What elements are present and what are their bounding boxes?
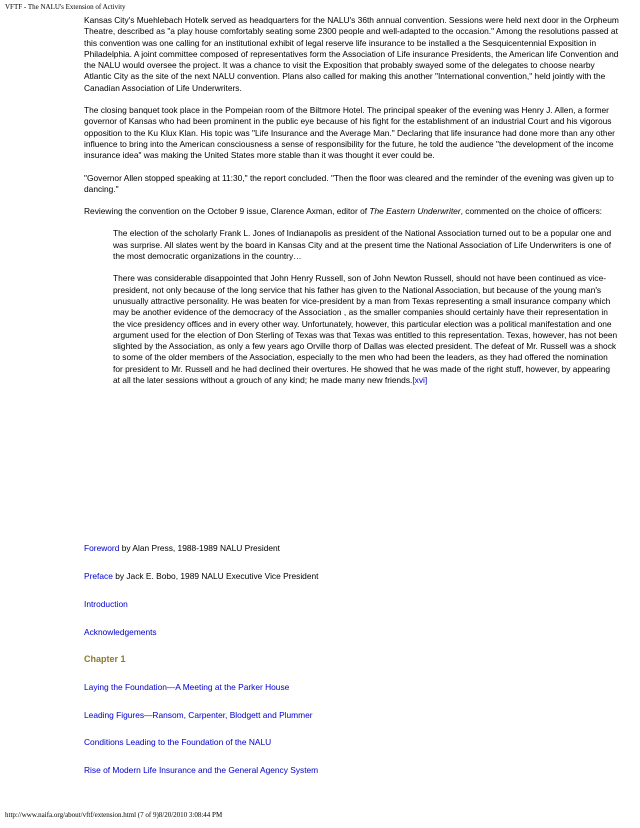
page-header: VFTF - The NALU's Extension of Activity	[5, 3, 126, 11]
chapter-link-rise-of-modern-life-insurance[interactable]: Rise of Modern Life Insurance and the General Agency System	[84, 765, 319, 775]
paragraph: Kansas City's Muehlebach Hotelk served as headquarters for the NALU's 36th annual convention. Sessions were held next door in the Orpheum Theatre, described as "a play house comfortably seating some 2300 people and well-adapted to the occasion." Among the resolutions passed at this convention was one calling for an institutional exhibit of legal reserve life insurance to be installed a the Sesquicentennial Exposition in Philadelphia. A joint committee composed of representatives form the Association of Life insurance Presidents, the American life Convention and the NALU would oversee the project. It was a chance to visit the Exposition that probably swayed some of the delegates to choose nearby Atlantic City as the site of the next NALU convention. Plans also called for making this another "International convention," held jointly with the Canadian Association of Life Underwriters.	[84, 15, 619, 93]
preface-credit: by Jack E. Bobo, 1989 NALU Executive Vice President	[112, 571, 319, 581]
quote-text: There was considerable disappointed that John Henry Russell, son of John Newton Russell, should not have been continued as vice-president, not only because of the long service that his father has given to the National Association, but because of the young man's unusually attractive personality. He was beaten for vice-president by a man from Texas representing a small insurance company which may be another evidence of the democracy of the Association , as the smaller companies should certainly have their representation in the vice presidency offices and in every other way. Unfortunately, however, this particular election was a political manifestation and one argument used for the election of Don Sterling of Texas was that Texas was entitled to this representation. Texas, however, has not been slighted by the Association, as only a few years ago Orville thorp of Dallas was elected president. The defeat of Mr. Russell was a shock to some of the older members of the Association, especially to the men who had been the leaders, as they had offered the nomination for president to Mr. Russell and he had declined their overtures. He showed that he was made of the right stuff, however, by appearing at all the later sessions without a grouch of any kind; he made many new friends.	[113, 273, 618, 386]
paragraph-text: , commented on the choice of officers:	[460, 206, 602, 217]
nav-chapter-item	[84, 682, 624, 693]
introduction-link[interactable]: Introduction	[84, 599, 128, 609]
nav-foreword	[84, 543, 624, 554]
chapter-link-conditions[interactable]: Conditions Leading to the Foundation of the NALU	[84, 737, 272, 747]
foreword-link[interactable]: Foreword	[84, 543, 120, 553]
publication-title: The Eastern Underwriter	[369, 206, 461, 217]
article-body	[84, 15, 624, 386]
nav-chapter-item	[84, 765, 624, 776]
nav-introduction	[84, 599, 624, 610]
page-footer-url: http://www.naifa.org/about/vftf/extension.html (7 of 9)8/20/2010 3:08:44 PM	[5, 811, 223, 819]
paragraph-text: Reviewing the convention on the October 9 issue, Clarence Axman, editor of	[84, 206, 370, 217]
chapter-link-leading-figures[interactable]: Leading Figures—Ransom, Carpenter, Blodgett and Plummer	[84, 710, 313, 720]
paragraph: The closing banquet took place in the Pompeian room of the Biltmore Hotel. The principal speaker of the evening was Henry J. Allen, a former governor of Kansas who had been prominent in the public eye because of his fight for the establishment of an industrial Court and his vigorous opposition to the Ku Klux Klan. His topic was "Life Insurance and the Average Man." Declaring that life insurance had done more than any other influence to bring into the American consciousness a sense of responsibility for the future, he told the audience "the development of the income insurance idea" was making the United States more stable than it was thought it ever could be.	[84, 105, 615, 161]
nav-acknowledgements	[84, 627, 624, 638]
acknowledgements-link[interactable]: Acknowledgements	[84, 627, 157, 637]
block-quote: The election of the scholarly Frank L. Jones of Indianapolis as president of the National Association turned out to be a popular one and was surprise. All slates went by the board in Kansas City and at the present time the National Association of Life Underwriters is one of the most democratic organizations in the country…	[113, 228, 612, 262]
preface-link[interactable]: Preface	[84, 571, 113, 581]
foreword-credit: by Alan Press, 1988-1989 NALU President	[119, 543, 280, 553]
footnote-link[interactable]: [xvi]	[412, 375, 428, 386]
chapter-heading: Chapter 1	[84, 654, 126, 664]
nav-chapter-item	[84, 737, 624, 748]
block-quote	[113, 273, 619, 386]
nav-preface	[84, 571, 624, 582]
chapter-link-parker-house[interactable]: Laying the Foundation—A Meeting at the Parker House	[84, 682, 290, 692]
paragraph: "Governor Allen stopped speaking at 11:30," the report concluded. "Then the floor was cleared and the reminder of the evening was given up to dancing."	[84, 172, 614, 194]
nav-chapter-item	[84, 710, 624, 721]
paragraph	[84, 206, 624, 217]
